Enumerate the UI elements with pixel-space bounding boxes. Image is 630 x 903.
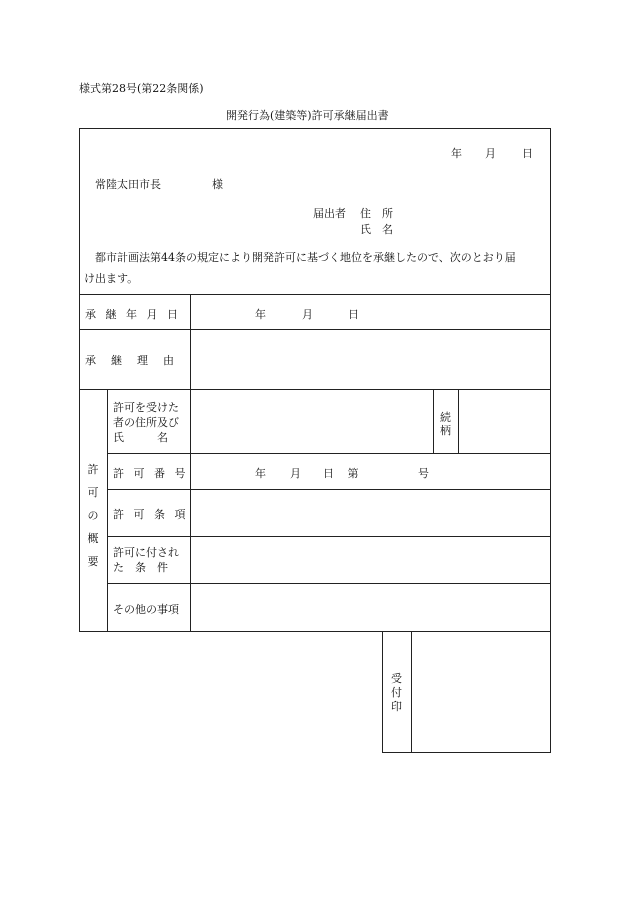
permit-summary-char: の [87, 509, 99, 522]
form-number: 様式第28号(第22条関係) [79, 82, 204, 95]
relationship-char: 柄 [440, 424, 451, 437]
permit-summary-label [84, 458, 102, 573]
permit-number-month: 月 [290, 467, 301, 480]
date-day-label: 日 [522, 147, 533, 160]
date-month-label: 月 [485, 147, 496, 160]
succession-date-label: 承 継 年 月 日 [85, 308, 181, 321]
permit-summary-char: 可 [87, 486, 99, 499]
succession-date-month: 月 [302, 308, 313, 321]
notifier-label: 届出者 [313, 207, 346, 220]
permit-conditions-items-label: 許 可 条 項 [113, 508, 189, 521]
date-year-label: 年 [451, 147, 462, 160]
permit-number-day-no: 日 第 [323, 467, 359, 480]
attached-conditions-label [113, 545, 179, 575]
permit-number-year: 年 [255, 467, 266, 480]
permit-number-go: 号 [418, 467, 429, 480]
relationship-label [438, 411, 453, 437]
receipt-stamp-char: 印 [391, 700, 402, 713]
succession-date-year: 年 [255, 308, 266, 321]
permit-holder-label-line: 許可を受けた [113, 401, 179, 414]
body-text-line1: 都市計画法第44条の規定により開発許可に基づく地位を承継したので、次のとおり届 [95, 251, 516, 264]
addressee-honorific: 様 [212, 178, 223, 191]
form-title: 開発行為(建築等)許可承継届出書 [226, 109, 389, 122]
permit-summary-char: 概 [87, 532, 99, 545]
other-matters-label: その他の事項 [113, 603, 179, 616]
attached-conditions-label-line: 許可に付され [113, 546, 179, 559]
receipt-stamp-label [389, 672, 404, 714]
addressee: 常陸太田市長 [95, 178, 161, 191]
permit-number-label: 許 可 番 号 [113, 467, 189, 480]
receipt-stamp-char: 付 [391, 686, 402, 699]
permit-holder-label-line: 氏 名 [113, 431, 168, 444]
notifier-name-label: 氏 名 [360, 223, 393, 236]
notifier-address-label: 住 所 [360, 207, 393, 220]
permit-holder-label [113, 400, 179, 445]
permit-holder-label-line: 者の住所及び [113, 416, 179, 429]
attached-conditions-label-line: た 条 件 [113, 561, 168, 574]
succession-date-day: 日 [348, 308, 359, 321]
body-text-line2: け出ます。 [84, 272, 139, 285]
receipt-stamp-char: 受 [391, 672, 402, 685]
permit-summary-char: 許 [87, 463, 99, 476]
permit-summary-char: 要 [87, 555, 99, 568]
succession-reason-label: 承 継 理 由 [85, 354, 176, 367]
relationship-char: 続 [440, 411, 451, 424]
